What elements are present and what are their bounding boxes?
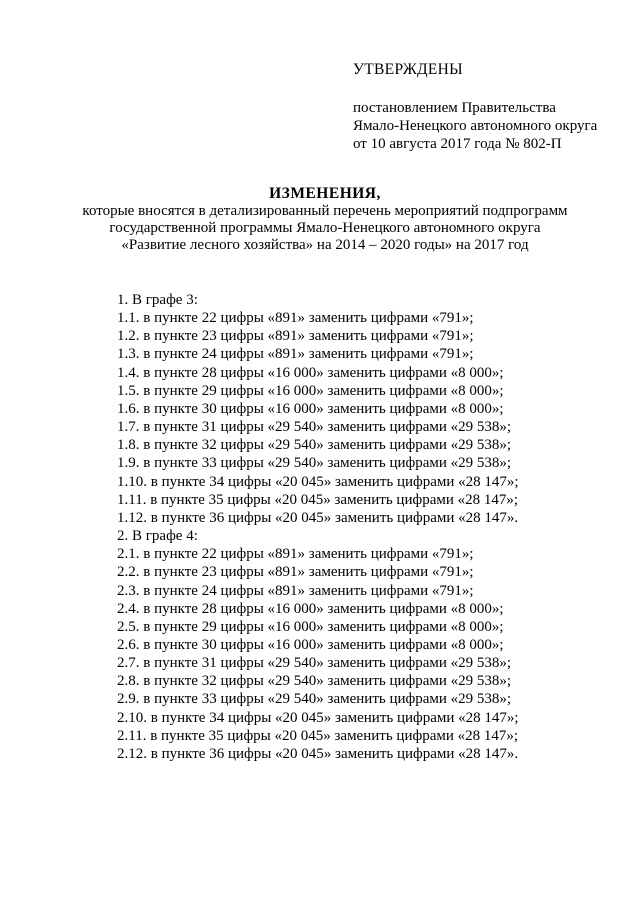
heading-line-2: государственной программы Ямало-Ненецкого автономного округа (109, 220, 541, 236)
list-item: 2.3. в пункте 24 цифры «891» заменить цифрами «791»; (117, 582, 474, 599)
list-item: 1.6. в пункте 30 цифры «16 000» заменить цифрами «8 000»; (117, 400, 504, 417)
list-item: 1.10. в пункте 34 цифры «20 045» заменить цифрами «28 147»; (117, 473, 519, 490)
approval-line-decree: постановлением Правительства (353, 100, 556, 116)
heading-line-1: которые вносятся в детализированный перечень мероприятий подпрограмм (82, 203, 568, 219)
list-item: 1.11. в пункте 35 цифры «20 045» заменить цифрами «28 147»; (117, 491, 519, 508)
list-item: 2.8. в пункте 32 цифры «29 540» заменить цифрами «29 538»; (117, 673, 512, 690)
approval-block (353, 61, 623, 153)
list-item: 1.5. в пункте 29 цифры «16 000» заменить цифрами «8 000»; (117, 382, 504, 399)
list-item: 2.7. в пункте 31 цифры «29 540» заменить цифрами «29 538»; (117, 655, 512, 672)
list-item: 2.11. в пункте 35 цифры «20 045» заменить цифрами «28 147»; (117, 727, 519, 744)
list-item: 1.9. в пункте 33 цифры «29 540» заменить цифрами «29 538»; (117, 455, 512, 472)
list-item: 1.12. в пункте 36 цифры «20 045» заменить цифрами «28 147». (117, 509, 519, 526)
approval-line-region: Ямало-Ненецкого автономного округа (353, 118, 598, 134)
list-item: 1.4. в пункте 28 цифры «16 000» заменить цифрами «8 000»; (117, 364, 504, 381)
list-item: 1.1. в пункте 22 цифры «891» заменить цифрами «791»; (117, 310, 474, 327)
approval-title: УТВЕРЖДЕНЫ (353, 61, 463, 78)
list-item: 1.8. в пункте 32 цифры «29 540» заменить цифрами «29 538»; (117, 437, 512, 454)
list-item: 1.3. в пункте 24 цифры «891» заменить цифрами «791»; (117, 346, 474, 363)
list-item: 2.1. в пункте 22 цифры «891» заменить цифрами «791»; (117, 546, 474, 563)
list-item: 2.2. в пункте 23 цифры «891» заменить цифрами «791»; (117, 564, 474, 581)
heading-title: ИЗМЕНЕНИЯ, (269, 185, 381, 202)
changes-list (100, 291, 600, 763)
list-item: 2.10. в пункте 34 цифры «20 045» заменить цифрами «28 147»; (117, 709, 519, 726)
list-item: 2.12. в пункте 36 цифры «20 045» заменить цифрами «28 147». (117, 745, 519, 762)
list-item: 2.6. в пункте 30 цифры «16 000» заменить цифрами «8 000»; (117, 636, 504, 653)
document-heading (60, 185, 590, 254)
list-item: 2.9. в пункте 33 цифры «29 540» заменить цифрами «29 538»; (117, 691, 512, 708)
section-heading: 2. В графе 4: (117, 528, 198, 545)
approval-line-date: от 10 августа 2017 года № 802-П (353, 136, 562, 152)
section-heading: 1. В графе 3: (117, 292, 198, 308)
list-item: 1.7. в пункте 31 цифры «29 540» заменить цифрами «29 538»; (117, 419, 512, 436)
list-item: 1.2. в пункте 23 цифры «891» заменить цифрами «791»; (117, 328, 474, 345)
list-item: 2.4. в пункте 28 цифры «16 000» заменить цифрами «8 000»; (117, 600, 504, 617)
list-item: 2.5. в пункте 29 цифры «16 000» заменить цифрами «8 000»; (117, 618, 504, 635)
heading-line-3: «Развитие лесного хозяйства» на 2014 – 2020 годы» на 2017 год (121, 237, 529, 253)
